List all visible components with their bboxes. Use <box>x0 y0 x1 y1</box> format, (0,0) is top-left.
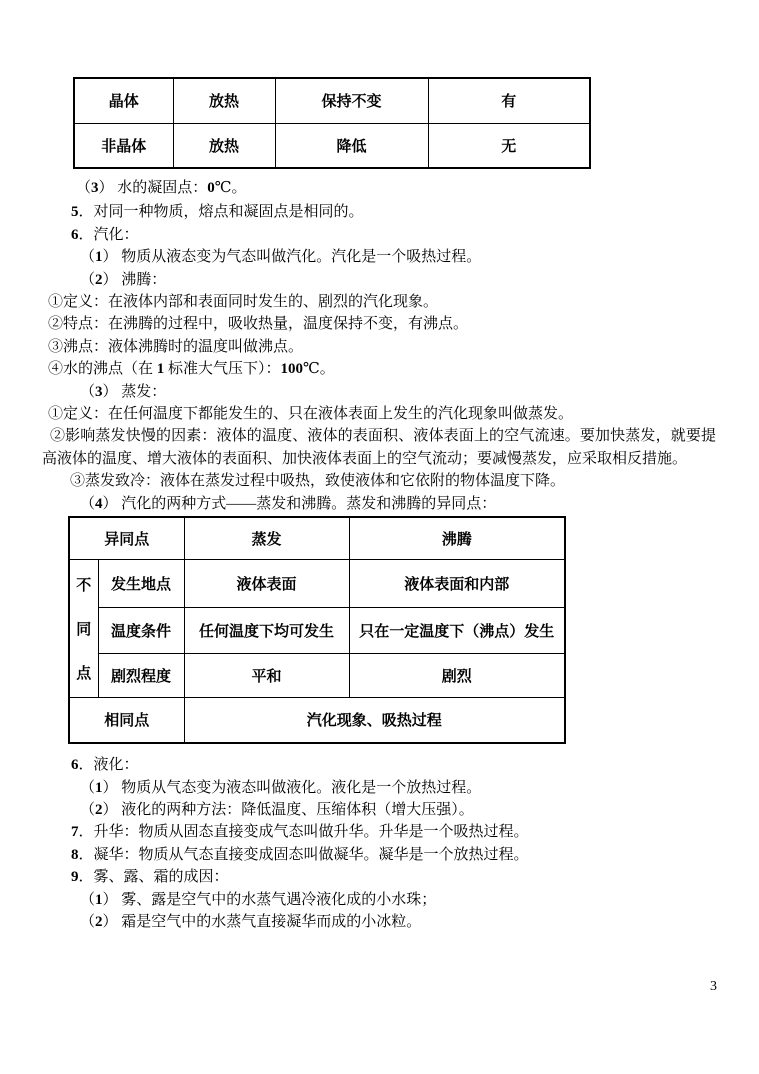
table-header-row <box>69 517 565 559</box>
para-liquefaction-methods: （2） 液化的两种方法：降低温度、压缩体积（增大压强）。 <box>80 801 474 818</box>
table-cell: 液体表面和内部 <box>349 559 565 607</box>
para-boiling-heading: （2） 沸腾： <box>80 271 167 288</box>
para-evaporation-factors: ②影响蒸发快慢的因素：液体的温度、液体的表面积、液体表面上的空气流速。要加快蒸发，就要提高液体的温度、增大液体的表面积、加快液体表面上的空气流动；要减慢蒸发，应采取相反措施。 <box>42 428 716 467</box>
para-6-liquefaction: 6．液化： <box>71 757 139 774</box>
table-row-temperature <box>69 607 565 653</box>
para-boiling-definition: ①定义：在液体内部和表面同时发生的、剧烈的汽化现象。 <box>48 294 439 311</box>
table-cell: 非晶体 <box>74 123 173 168</box>
table-cell: 无 <box>428 123 590 168</box>
para-freezing-point: （3） 水的凝固点：0℃。 <box>76 180 247 196</box>
table-cell: 温度条件 <box>98 607 184 653</box>
para-evaporation-cooling: ③蒸发致冷：液体在蒸发过程中吸热，致使液体和它依附的物体温度下降。 <box>70 473 566 490</box>
para-evaporation-def: ①定义：在任何温度下都能发生的、只在液体表面上发生的汽化现象叫做蒸发。 <box>48 406 574 423</box>
table-cell: 降低 <box>275 123 428 168</box>
table-cell-header: 蒸发 <box>184 517 349 559</box>
para-boiling-point: ③沸点：液体沸腾时的温度叫做沸点。 <box>48 338 304 355</box>
para-7-sublimation: 7．升华：物质从固态直接变成气态叫做升华。升华是一个吸热过程。 <box>71 824 529 841</box>
evaporation-boiling-table <box>68 516 566 744</box>
table-cell: 发生地点 <box>98 559 184 607</box>
para-two-ways: （4） 汽化的两种方式——蒸发和沸腾。蒸发和沸腾的异同点： <box>80 495 497 512</box>
table-row-similarity <box>69 697 565 743</box>
table-cell: 液体表面 <box>184 559 349 607</box>
para-water-boiling-point: ④水的沸点（在 1 标准大气压下）：100℃。 <box>48 361 335 378</box>
para-5-melting-freezing: 5．对同一种物质，熔点和凝固点是相同的。 <box>71 204 364 221</box>
para-liquefaction-def: （1） 物质从气态变为液态叫做液化。液化是一个放热过程。 <box>80 779 482 796</box>
table-cell: 平和 <box>184 653 349 697</box>
para-9-fog-dew-frost: 9．雾、露、霜的成因： <box>71 869 229 886</box>
table-cell-header: 沸腾 <box>349 517 565 559</box>
vertical-label <box>70 562 98 694</box>
para-fog-dew-cause: （1） 雾、露是空气中的水蒸气遇冷液化成的小水珠； <box>80 891 437 908</box>
para-8-deposition: 8．凝华：物质从气态直接变成固态叫做凝华。凝华是一个放热过程。 <box>71 846 529 863</box>
page-number: 3 <box>710 979 717 994</box>
solidification-table <box>73 77 591 169</box>
para-frost-cause: （2） 霜是空气中的水蒸气直接凝华而成的小冰粒。 <box>80 913 422 930</box>
para-boiling-features: ②特点：在沸腾的过程中，吸收热量，温度保持不变，有沸点。 <box>48 316 469 333</box>
table-row-location <box>69 559 565 607</box>
table-cell: 放热 <box>173 123 275 168</box>
para-evaporation-heading: （3） 蒸发： <box>80 383 167 400</box>
para-vaporization-def: （1） 物质从液态变为气态叫做汽化。汽化是一个吸热过程。 <box>80 249 482 266</box>
table-cell: 晶体 <box>74 78 173 123</box>
vertical-label-char: 同 <box>76 620 92 638</box>
vertical-label-char: 点 <box>76 664 92 682</box>
table-cell: 有 <box>428 78 590 123</box>
table-cell: 相同点 <box>69 697 184 743</box>
table-cell: 剧烈 <box>349 653 565 697</box>
table-cell-group-label <box>69 559 98 697</box>
table-cell: 只在一定温度下（沸点）发生 <box>349 607 565 653</box>
vertical-label-char: 不 <box>76 576 92 594</box>
table-row-crystal <box>74 78 590 123</box>
table-cell-header: 异同点 <box>69 517 184 559</box>
table-cell: 保持不变 <box>275 78 428 123</box>
table-row-noncrystal <box>74 123 590 168</box>
para-6-vaporization: 6．汽化： <box>71 226 139 243</box>
table-cell: 汽化现象、吸热过程 <box>184 697 565 743</box>
table-cell: 任何温度下均可发生 <box>184 607 349 653</box>
table-cell: 放热 <box>173 78 275 123</box>
table-cell: 剧烈程度 <box>98 653 184 697</box>
table-row-intensity <box>69 653 565 697</box>
